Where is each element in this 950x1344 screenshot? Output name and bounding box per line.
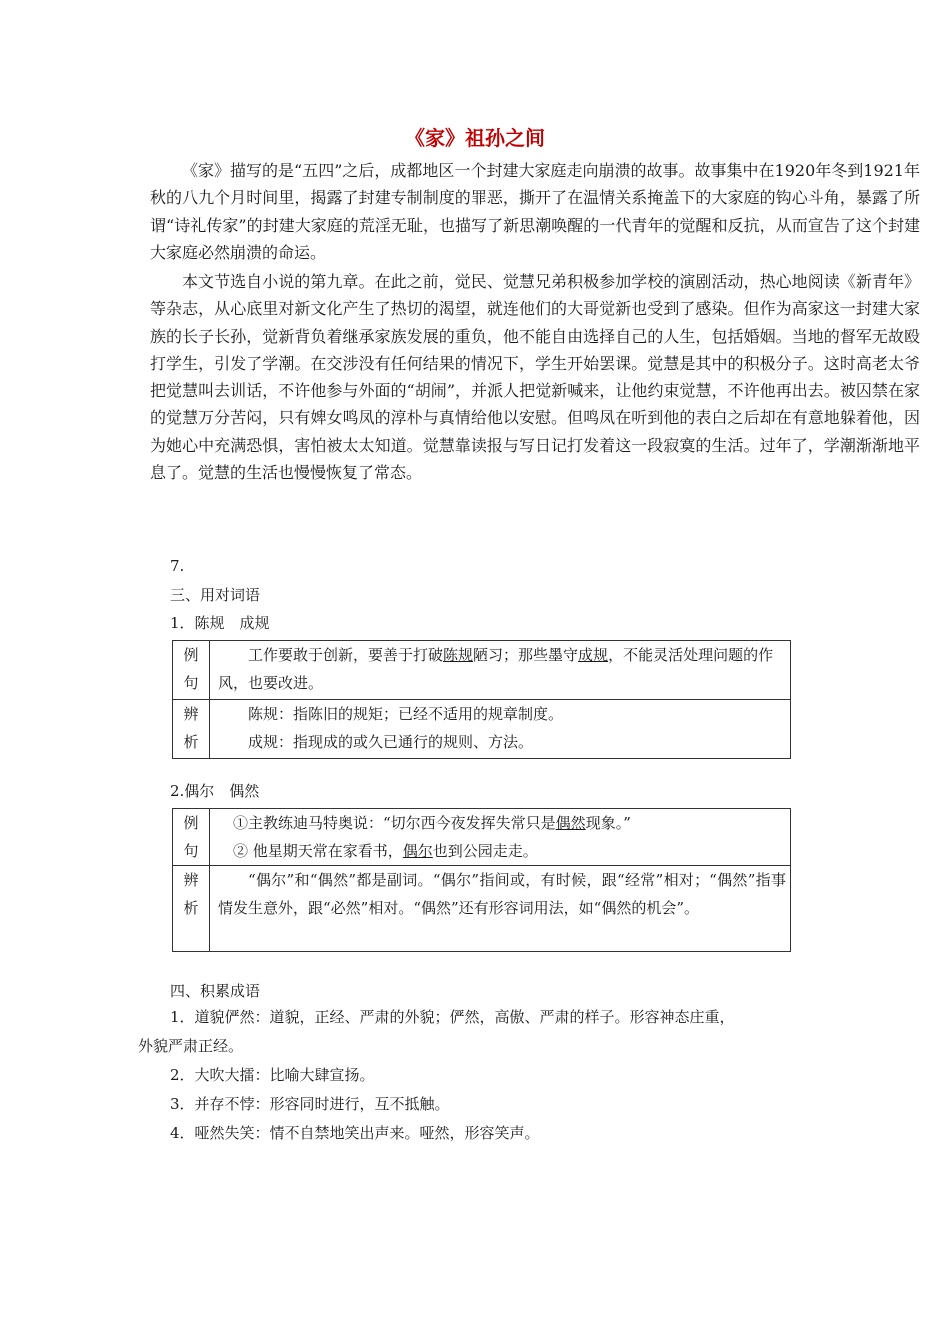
- pair2-example-label: 例 句: [173, 809, 210, 866]
- idiom-item: 1．道貌俨然：道貌，正经、严肃的外貌；俨然，高傲、严肃的样子。形容神态庄重，: [170, 1008, 735, 1026]
- pair2-analysis-row: [173, 866, 791, 952]
- pair2-example-row: [173, 809, 791, 866]
- pair1-analysis-row: [173, 700, 791, 759]
- intro-paragraph-2: [150, 268, 920, 486]
- section4-heading: 四、积累成语: [170, 982, 261, 1000]
- pair1-example-label: 例 句: [173, 641, 210, 700]
- underlined-word: 偶尔: [402, 842, 433, 860]
- idiom-item: 2．大吹大擂：比喻大肆宣扬。: [170, 1066, 375, 1084]
- pair2-heading: 2.偶尔 偶然: [170, 782, 260, 800]
- intro-text-1: 《家》描写的是“五四”之后，成都地区一个封建大家庭走向崩溃的故事。故事集中在1920年冬到1921年秋的八九个月时间里，揭露了封建专制制度的罪恶，撕开了在温情关系掩盖下的大家庭的钩心斗角，暴露了所谓“诗礼传家”的封建大家庭的荒淫无耻，也描写了新思潮唤醒的一代青年的觉醒和反抗，从而宣告了这个封建大家庭必然崩溃的命运。: [150, 161, 920, 262]
- pair1-analysis-label: 辨 析: [173, 700, 210, 759]
- idiom-item-continuation: 外貌严肃正经。: [138, 1037, 244, 1055]
- pair2-analysis-text: “偶尔”和“偶然”都是副词。“偶尔”指间或，有时候，跟“经常”相对；“偶然”指事情发生意外，跟“必然”相对。“偶然”还有形容词用法，如“偶然的机会”。: [210, 866, 791, 952]
- section3-heading: 三、用对词语: [170, 586, 261, 604]
- underlined-word: 成规: [578, 646, 609, 664]
- pair2-example-text: ①主教练迪马特奥说：“切尔西今夜发挥失常只是偶然现象。” ② 他星期天常在家看书，偶尔也到公园走走。: [210, 809, 791, 866]
- intro-text-2: 本文节选自小说的第九章。在此之前，觉民、觉慧兄弟积极参加学校的演剧活动，热心地阅读《新青年》等杂志，从心底里对新文化产生了热切的渴望，就连他们的大哥觉新也受到了感染。但作为高家这一封建大家族的长子长孙，觉新背负着继承家族发展的重负，他不能自由选择自己的人生，包括婚姻。当地的督军无故殴打学生，引发了学潮。在交涉没有任何结果的情况下，学生开始罢课。觉慧是其中的积极分子。这时高老太爷把觉慧叫去训话，不许他参与外面的“胡闹”，并派人把觉新喊来，让他约束觉慧，不许他再出去。被囚禁在家的觉慧万分苦闷，只有婢女鸣凤的淳朴与真情给他以安慰。但鸣凤在听到他的表白之后却在有意地躲着他，因为她心中充满恐惧，害怕被太太知道。觉慧靠读报与写日记打发着这一段寂寞的生活。过年了，学潮渐渐地平息了。觉慧的生活也慢慢恢复了常态。: [150, 272, 920, 483]
- pair1-table: [172, 640, 791, 759]
- underlined-word: 偶然: [555, 814, 586, 832]
- pair2-analysis-label: 辨 析: [173, 866, 210, 952]
- idiom-item: 4．哑然失笑：情不自禁地笑出声来。哑然，形容笑声。: [170, 1124, 540, 1142]
- pair1-analysis-text: 陈规：指陈旧的规矩；已经不适用的规章制度。 成规：指现成的或久已通行的规则、方法。: [210, 700, 791, 759]
- pair1-example-row: [173, 641, 791, 700]
- stray-mark: 7.: [170, 557, 185, 575]
- idiom-list: [138, 1003, 818, 1148]
- pair1-example-text: 工作要敢于创新，要善于打破陈规陋习；那些墨守成规，不能灵活处理问题的作风，也要改进。: [210, 641, 791, 700]
- pair2-table: [172, 808, 791, 952]
- idiom-item: 3．并存不悖：形容同时进行，互不抵触。: [170, 1095, 450, 1113]
- pair1-heading: 1．陈规 成规: [170, 614, 270, 632]
- underlined-word: 陈规: [443, 646, 474, 664]
- page-title: 《家》祖孙之间: [405, 126, 545, 150]
- intro-paragraph-1: [150, 157, 920, 266]
